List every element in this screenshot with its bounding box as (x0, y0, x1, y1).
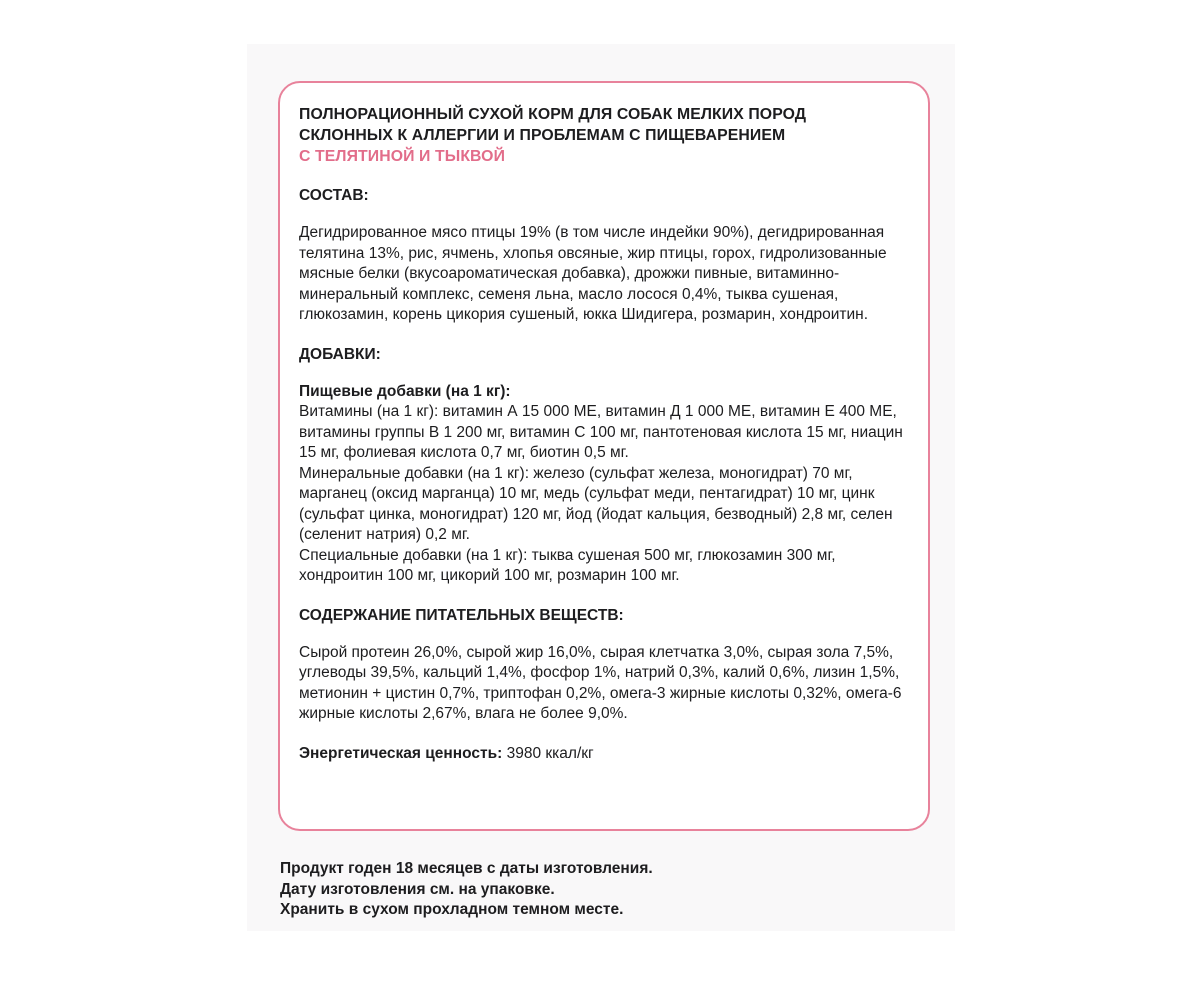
title-line-2: СКЛОННЫХ К АЛЛЕРГИИ И ПРОБЛЕМАМ С ПИЩЕВАРЕНИЕМ (299, 127, 786, 144)
energy-value: 3980 ккал/кг (506, 744, 594, 762)
title-flavor: С ТЕЛЯТИНОЙ И ТЫКВОЙ (299, 148, 506, 165)
food-additives-label-text: Пищевые добавки (на 1 кг): (299, 382, 511, 400)
shelf-life-text: Продукт годен 18 месяцев с даты изготовления. (280, 860, 653, 877)
minerals-text: Минеральные добавки (на 1 кг): железо (сульфат железа, моногидрат) 70 мг, марганец (оксид марганца) 10 мг, медь (сульфат меди, пентагидрат) 10 мг, цинк (сульфат цинка, моногидрат) 120 мг, йод (йодат кальция, безводный) 2,8 мг, селен (селенит натрия) 0,2 мг. (299, 464, 893, 543)
product-info-card (278, 81, 930, 831)
title-line-1: ПОЛНОРАЦИОННЫЙ СУХОЙ КОРМ ДЛЯ СОБАК МЕЛКИХ ПОРОД (299, 106, 807, 123)
energy-label: Энергетическая ценность: (299, 744, 503, 762)
food-additives-label (299, 382, 914, 403)
additives-heading: ДОБАВКИ: (299, 345, 381, 363)
storage-info (280, 859, 653, 921)
product-title (299, 104, 914, 167)
storage-conditions-text: Хранить в сухом прохладном темном месте. (280, 901, 624, 918)
energy-value-row (299, 744, 914, 765)
vitamins-text: Витамины (на 1 кг): витамин А 15 000 МЕ, витамин Д 1 000 МЕ, витамин Е 400 МЕ, витамины группы В 1 200 мг, витамин С 100 мг, пантотеновая кислота 15 мг, ниацин 15 мг, фолиевая кислота 0,7 мг, биотин 0,5 мг. (299, 403, 903, 461)
composition-text: Дегидрированное мясо птицы 19% (в том числе индейки 90%), дегидрированная телятина 13%, рис, ячмень, хлопья овсяные, жир птицы, горох, гидролизованные мясные белки (вкусоароматическая добавка), дрожжи пивные, витаминно-минеральный комплекс, семеня льна, масло лосося 0,4%, тыква сушеная, глюкозамин, корень цикория сушеный, юкка Шидигера, розмарин, хондроитин. (299, 224, 887, 323)
special-additives-text: Специальные добавки (на 1 кг): тыква сушеная 500 мг, глюкозамин 300 мг, хондроитин 100 мг, цикорий 100 мг, розмарин 100 мг. (299, 546, 836, 584)
manufacture-date-text: Дату изготовления см. на упаковке. (280, 880, 555, 898)
composition-heading: СОСТАВ: (299, 187, 369, 204)
nutrients-text: Сырой протеин 26,0%, сырой жир 16,0%, сырая клетчатка 3,0%, сырая зола 7,5%, углеводы 39,5%, кальций 1,4%, фосфор 1%, натрий 0,3%, калий 0,6%, лизин 1,5%, метионин + цистин 0,7%, триптофан 0,2%, омега-3 жирные кислоты 0,32%, омега-6 жирные кислоты 2,67%, влага не более 9,0%. (299, 643, 902, 722)
nutrients-heading: СОДЕРЖАНИЕ ПИТАТЕЛЬНЫХ ВЕЩЕСТВ: (299, 606, 624, 624)
